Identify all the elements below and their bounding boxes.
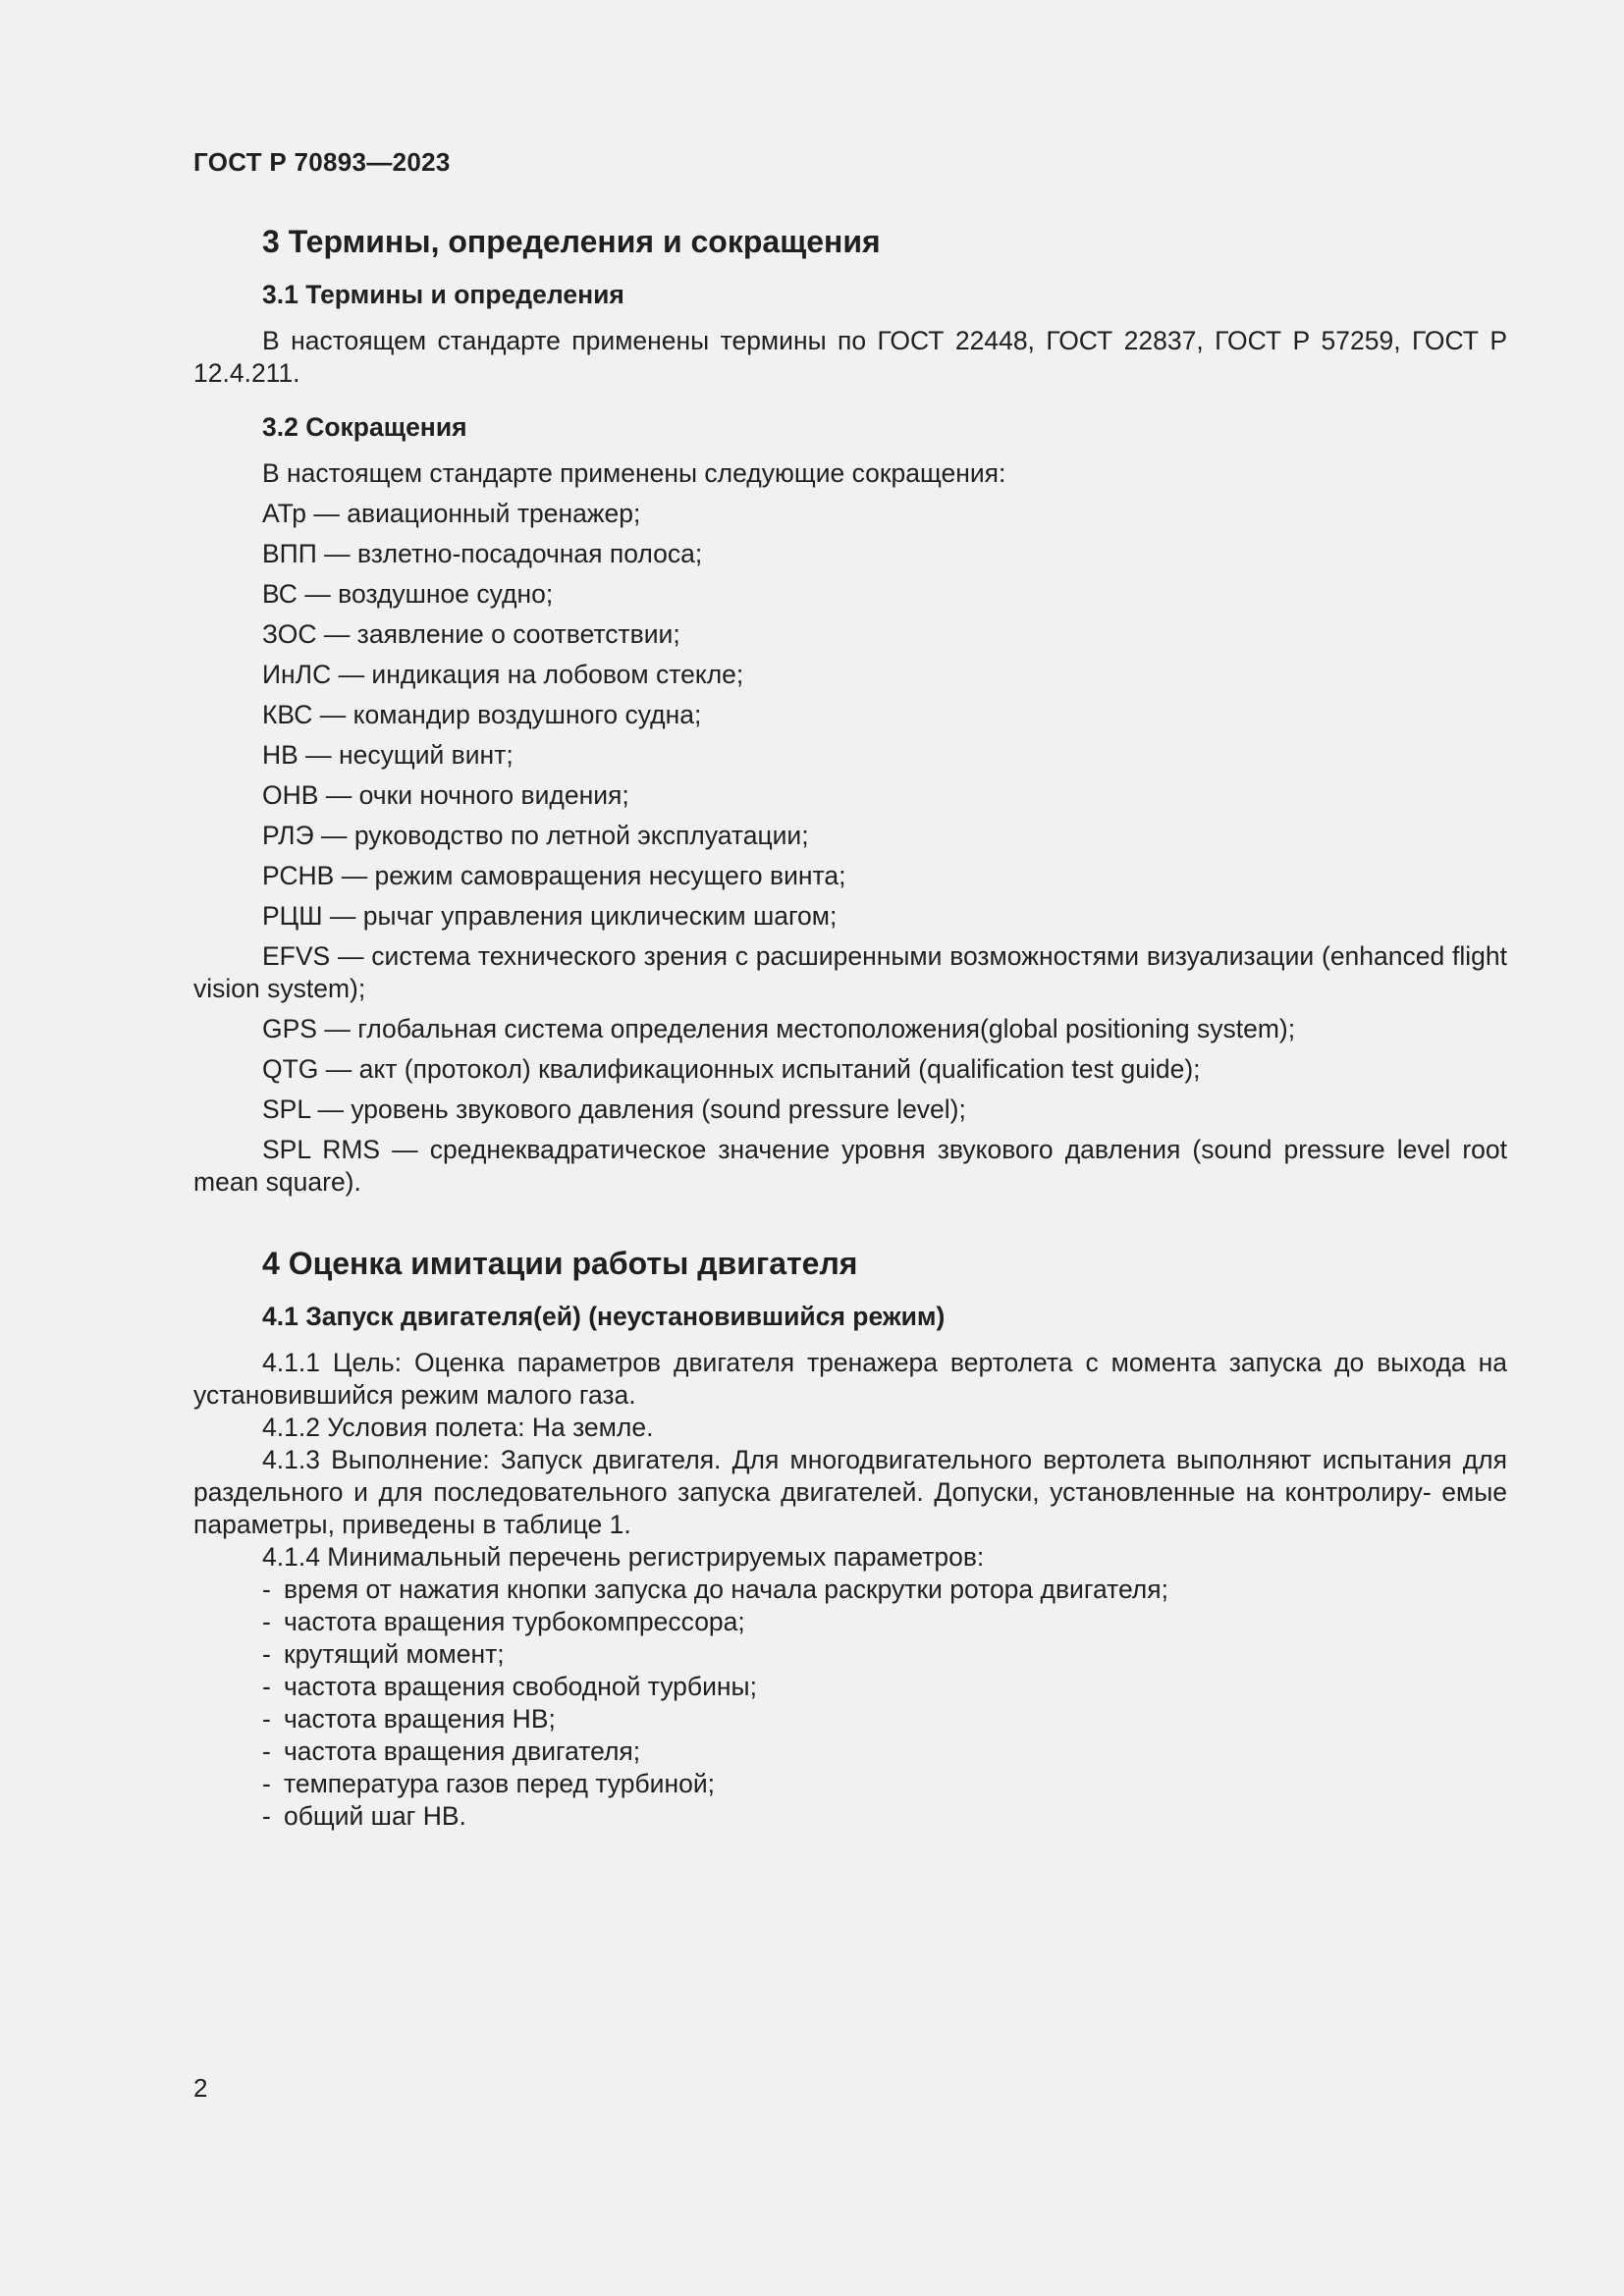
abbreviation-item: GPS — глобальная система определения местоположения(global positioning system);	[262, 1014, 1296, 1043]
bullet-dash: -	[262, 1704, 271, 1734]
abbreviation-intro: В настоящем стандарте применены следующие сокращения:	[262, 458, 1006, 488]
page-number: 2	[193, 2073, 208, 2103]
section-3-title: 3 Термины, определения и сокращения	[262, 224, 881, 259]
abbreviation-item: ВС — воздушное судно;	[262, 579, 554, 609]
list-item: - частота вращения свободной турбины;	[262, 1672, 757, 1701]
document-page	[193, 0, 1507, 2296]
abbreviation-item: РЛЭ — руководство по летной эксплуатации;	[262, 821, 809, 850]
paragraph-4-1-4: 4.1.4 Минимальный перечень регистрируемых параметров:	[262, 1542, 985, 1572]
abbreviation-item: ЗОС — заявление о соответствии;	[262, 619, 680, 649]
list-item: - температура газов перед турбиной;	[262, 1769, 716, 1798]
section-4-1-body	[193, 1347, 1507, 1574]
list-item: - частота вращения двигателя;	[262, 1736, 641, 1766]
section-4-1-title: 4.1 Запуск двигателя(ей) (неустановившийся режим)	[262, 1302, 946, 1331]
abbreviation-item: КВС — командир воздушного судна;	[262, 700, 702, 729]
abbreviation-item: НВ — несущий винт;	[262, 740, 514, 770]
list-item: - частота вращения НВ;	[262, 1704, 556, 1734]
abbreviation-item: ИнЛС — индикация на лобовом стекле;	[262, 660, 744, 689]
bullet-dash: -	[262, 1801, 271, 1831]
section-3-2-title: 3.2 Сокращения	[262, 412, 467, 442]
bullet-dash: -	[262, 1575, 271, 1604]
abbreviation-item: SPL RMS — среднеквадратическое значение уровня звукового давления (sound pressure level root mean square).	[193, 1135, 1507, 1197]
section-3-1-text: В настоящем стандарте применены термины по ГОСТ 22448, ГОСТ 22837, ГОСТ Р 57259, ГОСТ Р 12.4.211.	[193, 326, 1507, 388]
section-4-title: 4 Оценка имитации работы двигателя	[262, 1246, 858, 1281]
abbreviation-item: РЦШ — рычаг управления циклическим шагом;	[262, 901, 838, 931]
list-item: - частота вращения турбокомпрессора;	[262, 1607, 745, 1636]
abbreviation-item: АТр — авиационный тренажер;	[262, 499, 641, 528]
abbreviation-item: ОНВ — очки ночного видения;	[262, 780, 629, 810]
paragraph-4-1-3: 4.1.3 Выполнение: Запуск двигателя. Для многодвигательного вертолета выполняют испытания для раздельного и для последовательного запуска двигателей. Допуски, установленные на контролиру- емые параметры, приведены в таблице 1.	[193, 1445, 1507, 1539]
list-item: - время от нажатия кнопки запуска до начала раскрутки ротора двигателя;	[262, 1575, 1168, 1604]
bullet-dash: -	[262, 1769, 271, 1798]
paragraph-4-1-2: 4.1.2 Условия полета: На земле.	[262, 1413, 654, 1442]
bullet-dash: -	[262, 1639, 271, 1669]
bullet-dash: -	[262, 1672, 271, 1701]
list-item: - крутящий момент;	[262, 1639, 505, 1669]
abbreviation-item: EFVS — система технического зрения с расширенными возможностями визуализации (enhanced flight vision system);	[193, 941, 1507, 1003]
page-content	[193, 222, 1507, 1833]
abbreviation-item: QTG — акт (протокол) квалификационных испытаний (qualification test guide);	[262, 1054, 1201, 1084]
parameter-list	[193, 1574, 1507, 1833]
bullet-dash: -	[262, 1736, 271, 1766]
section-3-1-title: 3.1 Термины и определения	[262, 280, 624, 309]
abbreviation-item: ВПП — взлетно-посадочная полоса;	[262, 539, 703, 568]
document-code-header: ГОСТ Р 70893—2023	[193, 147, 451, 177]
abbreviation-item: РСНВ — режим самовращения несущего винта;	[262, 861, 846, 890]
abbreviation-list	[193, 457, 1507, 1199]
paragraph-4-1-1: 4.1.1 Цель: Оценка параметров двигателя тренажера вертолета с момента запуска до выхода на установившийся режим малого газа.	[193, 1348, 1507, 1410]
abbreviation-item: SPL — уровень звукового давления (sound pressure level);	[262, 1095, 966, 1124]
bullet-dash: -	[262, 1607, 271, 1636]
list-item: - общий шаг НВ.	[262, 1801, 466, 1831]
